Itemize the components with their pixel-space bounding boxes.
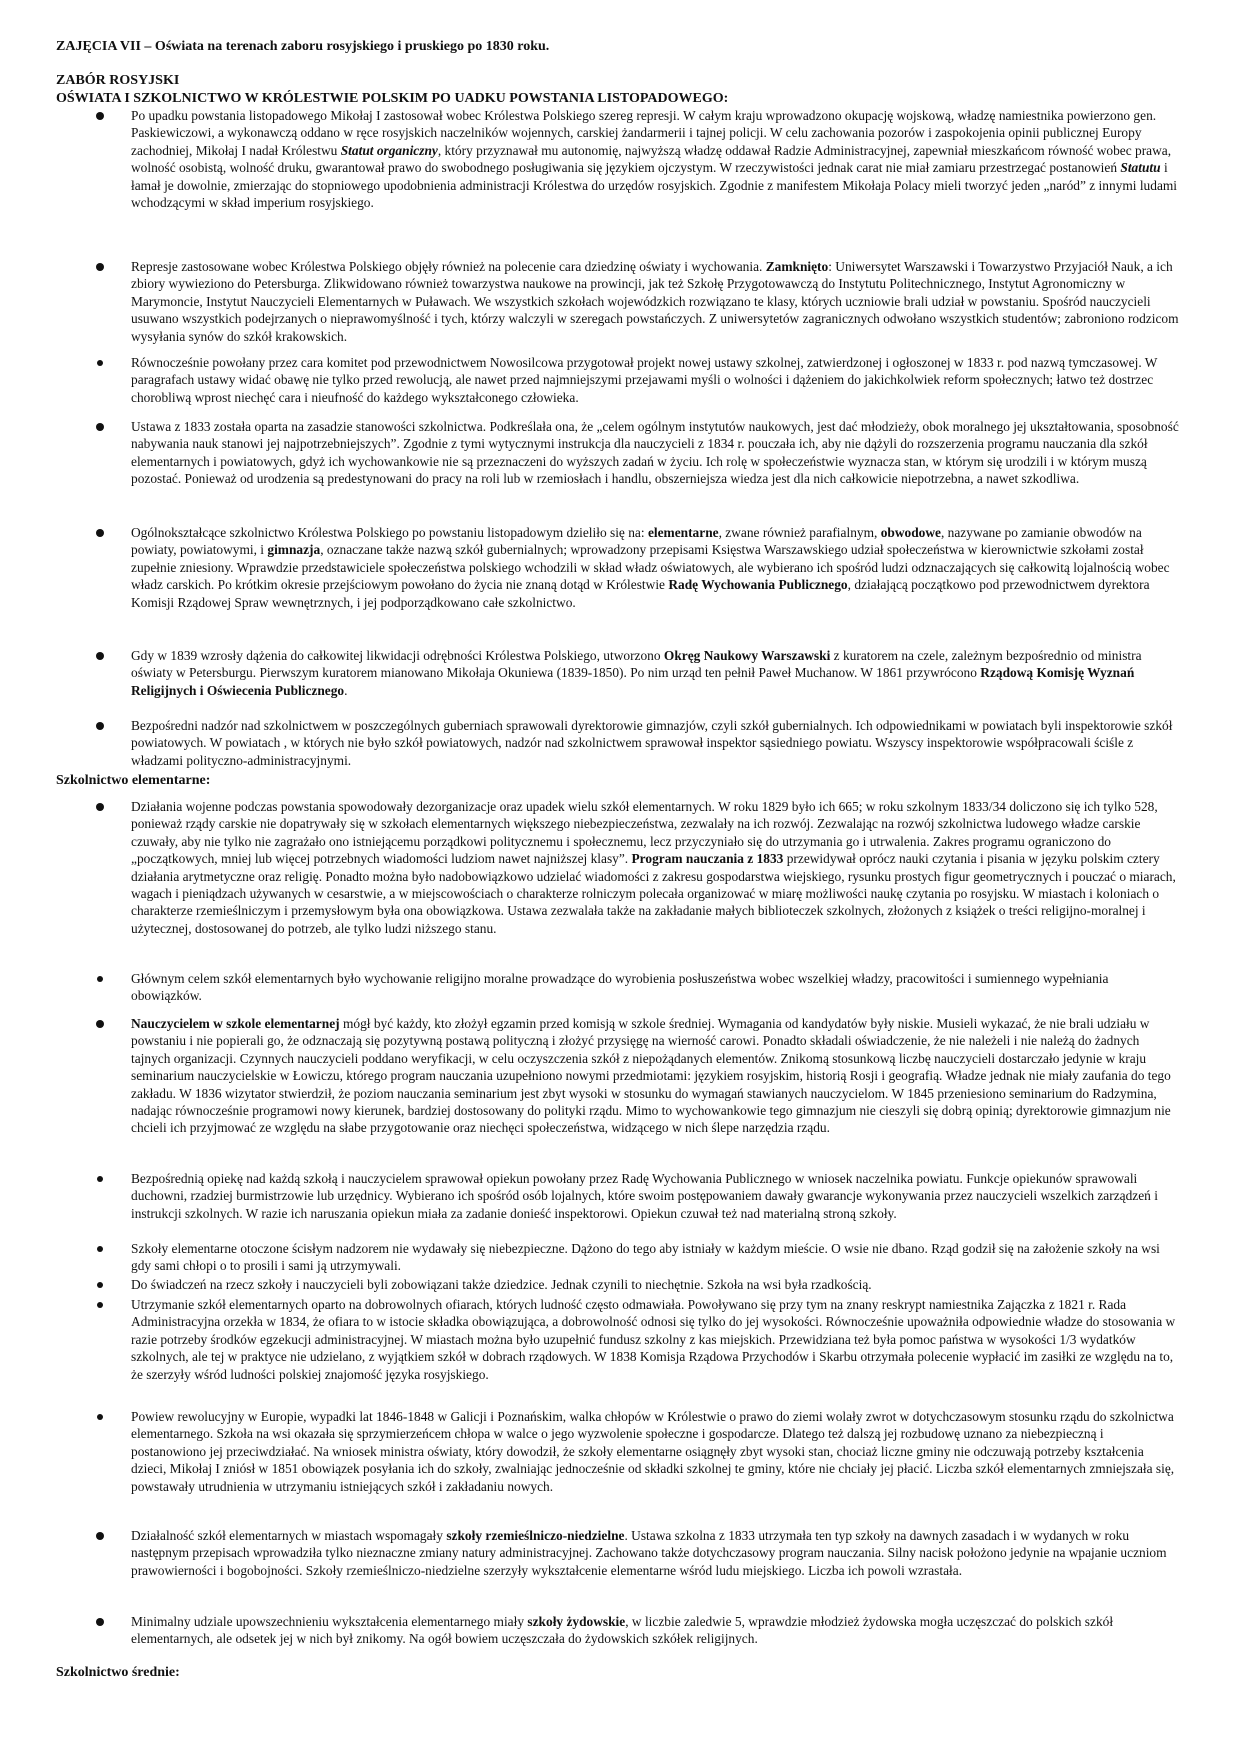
paragraph: Ogólnokształcące szkolnictwo Królestwa Polskiego po powstaniu listopadowym dzieliło się na: elementarne, zwane również parafialnym, obwodowe, nazywane po zamianie obwodów na powiaty, powiatowymi, i gimnazja, oznaczane także nazwą szkół gubernialnych; wprowadzony przepisami Księstwa Warszawskiego udział społeczeństwa w kierownictwie szkołami został zupełnie zniesiony. Wprawdzie przedstawiciele społeczeństwa polskiego wchodzili w skład władz oświatowych, ale wybierano ich spośród ludzi odznaczających się całkowitą lojalnością wobec władz carskich. Po krótkim okresie przejściowym powołano do życia nie znaną dotąd w Królestwie Radę Wychowania Publicznego, działającą początkowo pod przewodnictwem dyrektora Komisji Rządowej Spraw wewnętrznych, i jej podporządkowano całe szkolnictwo. <box>131 525 1170 610</box>
paragraph: Powiew rewolucyjny w Europie, wypadki lat 1846-1848 w Galicji i Poznańskim, walka chłopów w Królestwie o prawo do ziemi wolały zwrot w dotychczasowym stosunku rządu do szkolnictwa elementarnego. Szkoła na wsi okazała się sprzymierzeńcem chłopa w walce o jego wyzwolenie społeczne i gospodarcze. Dlatego też dalszą jej rozbudowę uznano za niebezpieczną i postanowiono jej przeciwdziałać. Na wniosek ministra oświaty, który dowodził, że szkoły elementarne osiągnęły zbyt wysoki stan, chociaż liczne gminy nie odczuwają potrzeby kształcenia dzieci, Mikołaj I zniósł w 1851 obowiązek posyłania ich do szkoły, zwalniając jednocześnie od składki szkolnej te gminy, które nie chciały jej płacić. Liczba szkół elementarnych zmniejszała się, powstawały utrudnienia w utrzymaniu istniejących szkół i zakładaniu nowych. <box>131 1409 1175 1494</box>
bullet-dot-icon <box>96 722 104 730</box>
paragraph: Równocześnie powołany przez cara komitet pod przewodnictwem Nowosilcowa przygotował projekt nowej ustawy szkolnej, zatwierdzonej i ogłoszonej w 1833 r. pod nazwą tymczasowej. W paragrafach ustawy widać obawę nie tylko przed rewolucją, ale nawet przed najmniejszymi przejawami myśli o wolności i dążeniem do jakichkolwiek reform społecznych; łatwo też dostrzec chorobliwą wprost niechęć cara i nieufność do każdego wykształconego człowieka. <box>131 355 1158 405</box>
paragraph: Nauczycielem w szkole elementarnej mógł być każdy, kto złożył egzamin przed komisją w szkole średniej. Wymagania od kandydatów były niskie. Musieli wykazać, że nie brali udziału w powstaniu i nie popierali go, że odznaczają się pozytywną postawą polityczną i złożyć przysięgę na wierność carowi. Ponadto składali oświadczenie, że nie należeli i nie należą do żadnych tajnych organizacji. Czynnych nauczycieli poddano weryfikacji, w celu oczyszczenia szkół z niepożądanych elementów. Znikomą stosunkową liczbę nauczycieli dostarczało jedynie w kraju seminarium nauczycielskie w Łowiczu, którego program nauczania uzupełniono nowymi przedmiotami: językiem rosyjskim, historią Rosji i geografią. Władze jednak nie miały zaufania do tego zakładu. W 1836 wizytator stwierdził, że poziom nauczania seminarium jest zbyt wysoki w stosunku do wymagań stawianych nauczycielom. W 1845 przeniesiono seminarium do Radzymina, nadając równocześnie programowi nowy kierunek, bardziej dostosowany do polityki rządu. Mimo to wychowankowie tego gimnazjum nie cieszyli się dobrą opinią; dyrektorowie gimnazjum nie chcieli ich przyjmować ze względu na słabe przygotowanie oraz niechęci społeczeństwa, widzącego w nich ślepe narzędzia rządu. <box>131 1016 1171 1136</box>
bullet-dot-icon <box>96 112 104 120</box>
paragraph: Minimalny udziale upowszechnieniu wykształcenia elementarnego miały szkoły żydowskie, w liczbie zaledwie 5, wprawdzie młodzież żydowska mogła uczęszczać do polskich szkół elementarnych, ale odsetek jej w nich był znikomy. Na ogół bowiem uczęszczała do żydowskich szkółek religijnych. <box>131 1614 1114 1647</box>
paragraph: Bezpośredni nadzór nad szkolnictwem w poszczególnych guberniach sprawowali dyrektorowie gimnazjów, czyli szkół gubernialnych. Ich odpowiednikami w powiatach byli inspektorowie szkół powiatowych. W powiatach , w których nie było szkół powiatowych, nadzór nad szkolnictwem sprawował inspektor sąsiedniego powiatu. Wszyscy inspektorowie współpracowali ściśle z władzami polityczno-administracyjnymi. <box>131 718 1173 768</box>
bullet-dot-icon <box>97 1246 103 1252</box>
subheading-secondary: Szkolnictwo średnie: <box>56 1665 180 1680</box>
bullet-dot-icon <box>96 1532 104 1540</box>
subheading-elementary: Szkolnictwo elementarne: <box>56 773 211 788</box>
paragraph: Gdy w 1839 wzrosły dążenia do całkowitej likwidacji odrębności Królestwa Polskiego, utworzono Okręg Naukowy Warszawski z kuratorem na czele, zależnym bezpośrednio od ministra oświaty w Petersburgu. Pierwszym kuratorem mianowano Mikołaja Okuniewa (1839-1850). Po nim urząd ten pełnił Paweł Muchanow. W 1861 przywrócono Rządową Komisję Wyznań Religijnych i Oświecenia Publicznego. <box>131 648 1142 698</box>
bullet-dot-icon <box>96 529 104 537</box>
paragraph: Represje zastosowane wobec Królestwa Polskiego objęły również na polecenie cara dziedzinę oświaty i wychowania. Zamknięto: Uniwersytet Warszawski i Towarzystwo Przyjaciół Nauk, a ich zbiory wywieziono do Petersburga. Zlikwidowano również towarzystwa naukowe na prowincji, jak też Szkołę Przygotowawczą do Instytutu Politechnicznego, Instytut Agronomiczny w Marymoncie, Instytut Nauczycieli Elementarnych w Puławach. We wszystkich szkołach wojewódzkich rozwiązano te klasy, których uczniowie brali udział w powstaniu. Spośród nauczycieli usuwano wszystkich podejrzanych o nieprawomyślność i tych, którzy walczyli w szeregach powstańczych. Z uniwersytetów zagranicznych odwołano wszystkich studentów; zabroniono rodzicom wysyłania synów do szkół krakowskich. <box>131 259 1179 344</box>
bullet-dot-icon <box>97 976 103 982</box>
bullet-dot-icon <box>96 803 104 811</box>
paragraph: Ustawa z 1833 została oparta na zasadzie stanowości szkolnictwa. Podkreślała ona, że „celem ogólnym instytutów naukowych, jest dać młodzieży, obok moralnego jej ukształtowania, sposobność nabywania nauk stanowi jej najpotrzebniejszych”. Zgodnie z tymi wytycznymi instrukcja dla nauczycieli z 1834 r. pouczała ich, aby nie dążyli do rozszerzenia programu nauczania dla szkół elementarnych i powiatowych, gdyż ich wychowankowie nie są przeznaczeni do wyższych zadań w życiu. Ich rolę w społeczeństwie wyznacza stan, w którym się urodzili i w którym muszą pozostać. Ponieważ od urodzenia są predestynowani do pracy na roli lub w rzemiosłach i handlu, obszerniejsza wiedza jest dla nich całkowicie niepotrzebna, a nawet szkodliwa. <box>131 419 1179 487</box>
bullet-dot-icon <box>97 1176 103 1182</box>
document-title: ZAJĘCIA VII – Oświata na terenach zaboru rosyjskiego i pruskiego po 1830 roku. <box>56 39 550 54</box>
paragraph: Szkoły elementarne otoczone ścisłym nadzorem nie wydawały się niebezpieczne. Dążono do tego aby istniały w każdym mieście. O wsie nie dbano. Rząd godził się na założenie szkoły na wsi gdy sami chłopi o to prosili i sami ją utrzymywali. <box>131 1241 1160 1274</box>
bullet-dot-icon <box>96 1020 104 1028</box>
bullet-dot-icon <box>96 1618 104 1626</box>
bullet-dot-icon <box>96 652 104 660</box>
bullet-dot-icon <box>97 1302 103 1308</box>
section-heading <box>56 72 728 108</box>
bullet-dot-icon <box>97 360 103 366</box>
section-heading-line-2: OŚWIATA I SZKOLNICTWO W KRÓLESTWIE POLSKIM PO UADKU POWSTANIA LISTOPADOWEGO: <box>56 91 729 106</box>
paragraph: Działalność szkół elementarnych w miastach wspomagały szkoły rzemieślniczo-niedzielne. Ustawa szkolna z 1833 utrzymała ten typ szkoły na dawnych zasadach i w wydanych w roku następnym przepisach wprowadziła tylko nieznaczne zmiany natury administracyjnej. Zachowano także dotychczasowy program nauczania. Silny nacisk położono jedynie na wpajanie uczniom prawowierności i bogobojności. Szkoły rzemieślniczo-niedzielne szerzyły wykształcenie elementarne wśród ludu miejskiego. Liczba ich powoli wzrastała. <box>131 1528 1167 1578</box>
paragraph: Bezpośrednią opiekę nad każdą szkołą i nauczycielem sprawował opiekun powołany przez Radę Wychowania Publicznego w wniosek naczelnika powiatu. Funkcje opiekunów sprawowali duchowni, rzadziej burmistrzowie lub urzędnicy. Wybierano ich spośród osób lojalnych, które swoim postępowaniem dawały gwarancje wykonywania przez nauczycieli wszelkich zarządzeń i instrukcji szkolnych. W razie ich naruszania opiekun miała za zadanie donieść inspektorowi. Opiekun czuwał też nad materialną stroną szkoły. <box>131 1171 1158 1221</box>
bullet-dot-icon <box>96 423 104 431</box>
paragraph: Do świadczeń na rzecz szkoły i nauczycieli byli zobowiązani także dziedzice. Jednak czynili to niechętnie. Szkoła na wsi była rzadkością. <box>131 1277 872 1292</box>
bullet-dot-icon <box>97 1282 103 1288</box>
paragraph: Działania wojenne podczas powstania spowodowały dezorganizacje oraz upadek wielu szkół elementarnych. W roku 1829 było ich 665; w roku szkolnym 1833/34 doliczono się ich tylko 528, ponieważ rządy carskie nie dopatrywały się w szkołach elementarnych większego niebezpieczeństwa, zezwalały na ich rozwój. Zezwalając na rozwój szkolnictwa ludowego władze carskie czuwały, aby nie tylko nie zagrażało ono istniejącemu porządkowi politycznemu i społecznemu, lecz przyczyniało się do utrzymania go i utrwalenia. Zakres programu ograniczono do „początkowych, mniej lub więcej potrzebnych wiadomości ludziom nawet najniższej klasy”. Program nauczania z 1833 przewidywał oprócz nauki czytania i pisania w języku polskim cztery działania arytmetyczne oraz religię. Ponadto można było nadobowiązkowo udzielać wiadomości z zakresu gospodarstwa wiejskiego, rysunku prostych figur geometrycznych i pouczać o miarach, wagach i pieniądzach używanych w cesarstwie, a w miejscowościach o charakterze rolniczym polecała organizować w miarę możliwości naukę czytania po rosyjsku. W miastach i koloniach o charakterze rzemieślniczym i przemysłowym była ona obowiązkowa. Ustawa zezwalała także na zakładanie małych biblioteczek szkolnych, złożonych z książek o treści religijno-moralnej i użytecznej, dostosowanej do potrzeb, ale tylko ludzi niższego stanu. <box>131 799 1176 936</box>
section-heading-line-1: ZABÓR ROSYJSKI <box>56 73 180 88</box>
paragraph: Głównym celem szkół elementarnych było wychowanie religijno moralne prowadzące do wyrobienia posłuszeństwa wobec wszelkiej władzy, pracowitości i sumiennego wypełniania obowiązków. <box>131 971 1109 1004</box>
bullet-dot-icon <box>97 1414 103 1420</box>
paragraph: Po upadku powstania listopadowego Mikołaj I zastosował wobec Królestwa Polskiego szereg represji. W całym kraju wprowadzono okupację wojskową, władzę namiestnika powierzono gen. Paskiewiczowi, a wykonawczą oddano w ręce rosyjskich naczelników wojennych, carskiej żandarmerii i tajnej policji. W celu zachowania pozorów i zaspokojenia opinii publicznej Europy zachodniej, Mikołaj I nadał Królestwu Statut organiczny, który przyznawał mu autonomię, najwyższą władzę oddawał Radzie Administracyjnej, zapewniał mieszkańcom równość wobec prawa, wolność osobistą, wolność druku, gwarantował prawo do swobodnego posługiwania się językiem ojczystym. W rzeczywistości jednak carat nie miał zamiaru przestrzegać postanowień Statutu i łamał je dowolnie, zmierzając do stopniowego upodobnienia administracji Królestwa do urzędów rosyjskich. Zgodnie z manifestem Mikołaja Polacy mieli tworzyć jeden „naród” z innymi ludami wchodzącymi w skład imperium rosyjskiego. <box>131 108 1178 211</box>
bullet-dot-icon <box>96 263 104 271</box>
paragraph: Utrzymanie szkół elementarnych oparto na dobrowolnych ofiarach, których ludność często odmawiała. Powoływano się przy tym na znany reskrypt namiestnika Zajączka z 1821 r. Rada Administracyjna orzekła w 1834, że ofiara to w istocie składka obowiązująca, a dobrowolność odnosi się tylko do jej wysokości. Równocześnie upoważniła odpowiednie władze do stosowania w razie potrzeby środków egzekucji administracyjnej. W miastach można było uzupełnić fundusz szkolny z kas miejskich. Przewidziana też była pomoc państwa w wysokości 1/3 wydatków szkolnych, ale tej w praktyce nie udzielano, z wyjątkiem szkół w dobrach rządowych. W 1838 Komisja Rządowa Przychodów i Skarbu otrzymała polecenie wypłacić im zasiłki ze względu na to, że szerzyły wśród ludności polskiej znajomość języka rosyjskiego. <box>131 1297 1176 1382</box>
